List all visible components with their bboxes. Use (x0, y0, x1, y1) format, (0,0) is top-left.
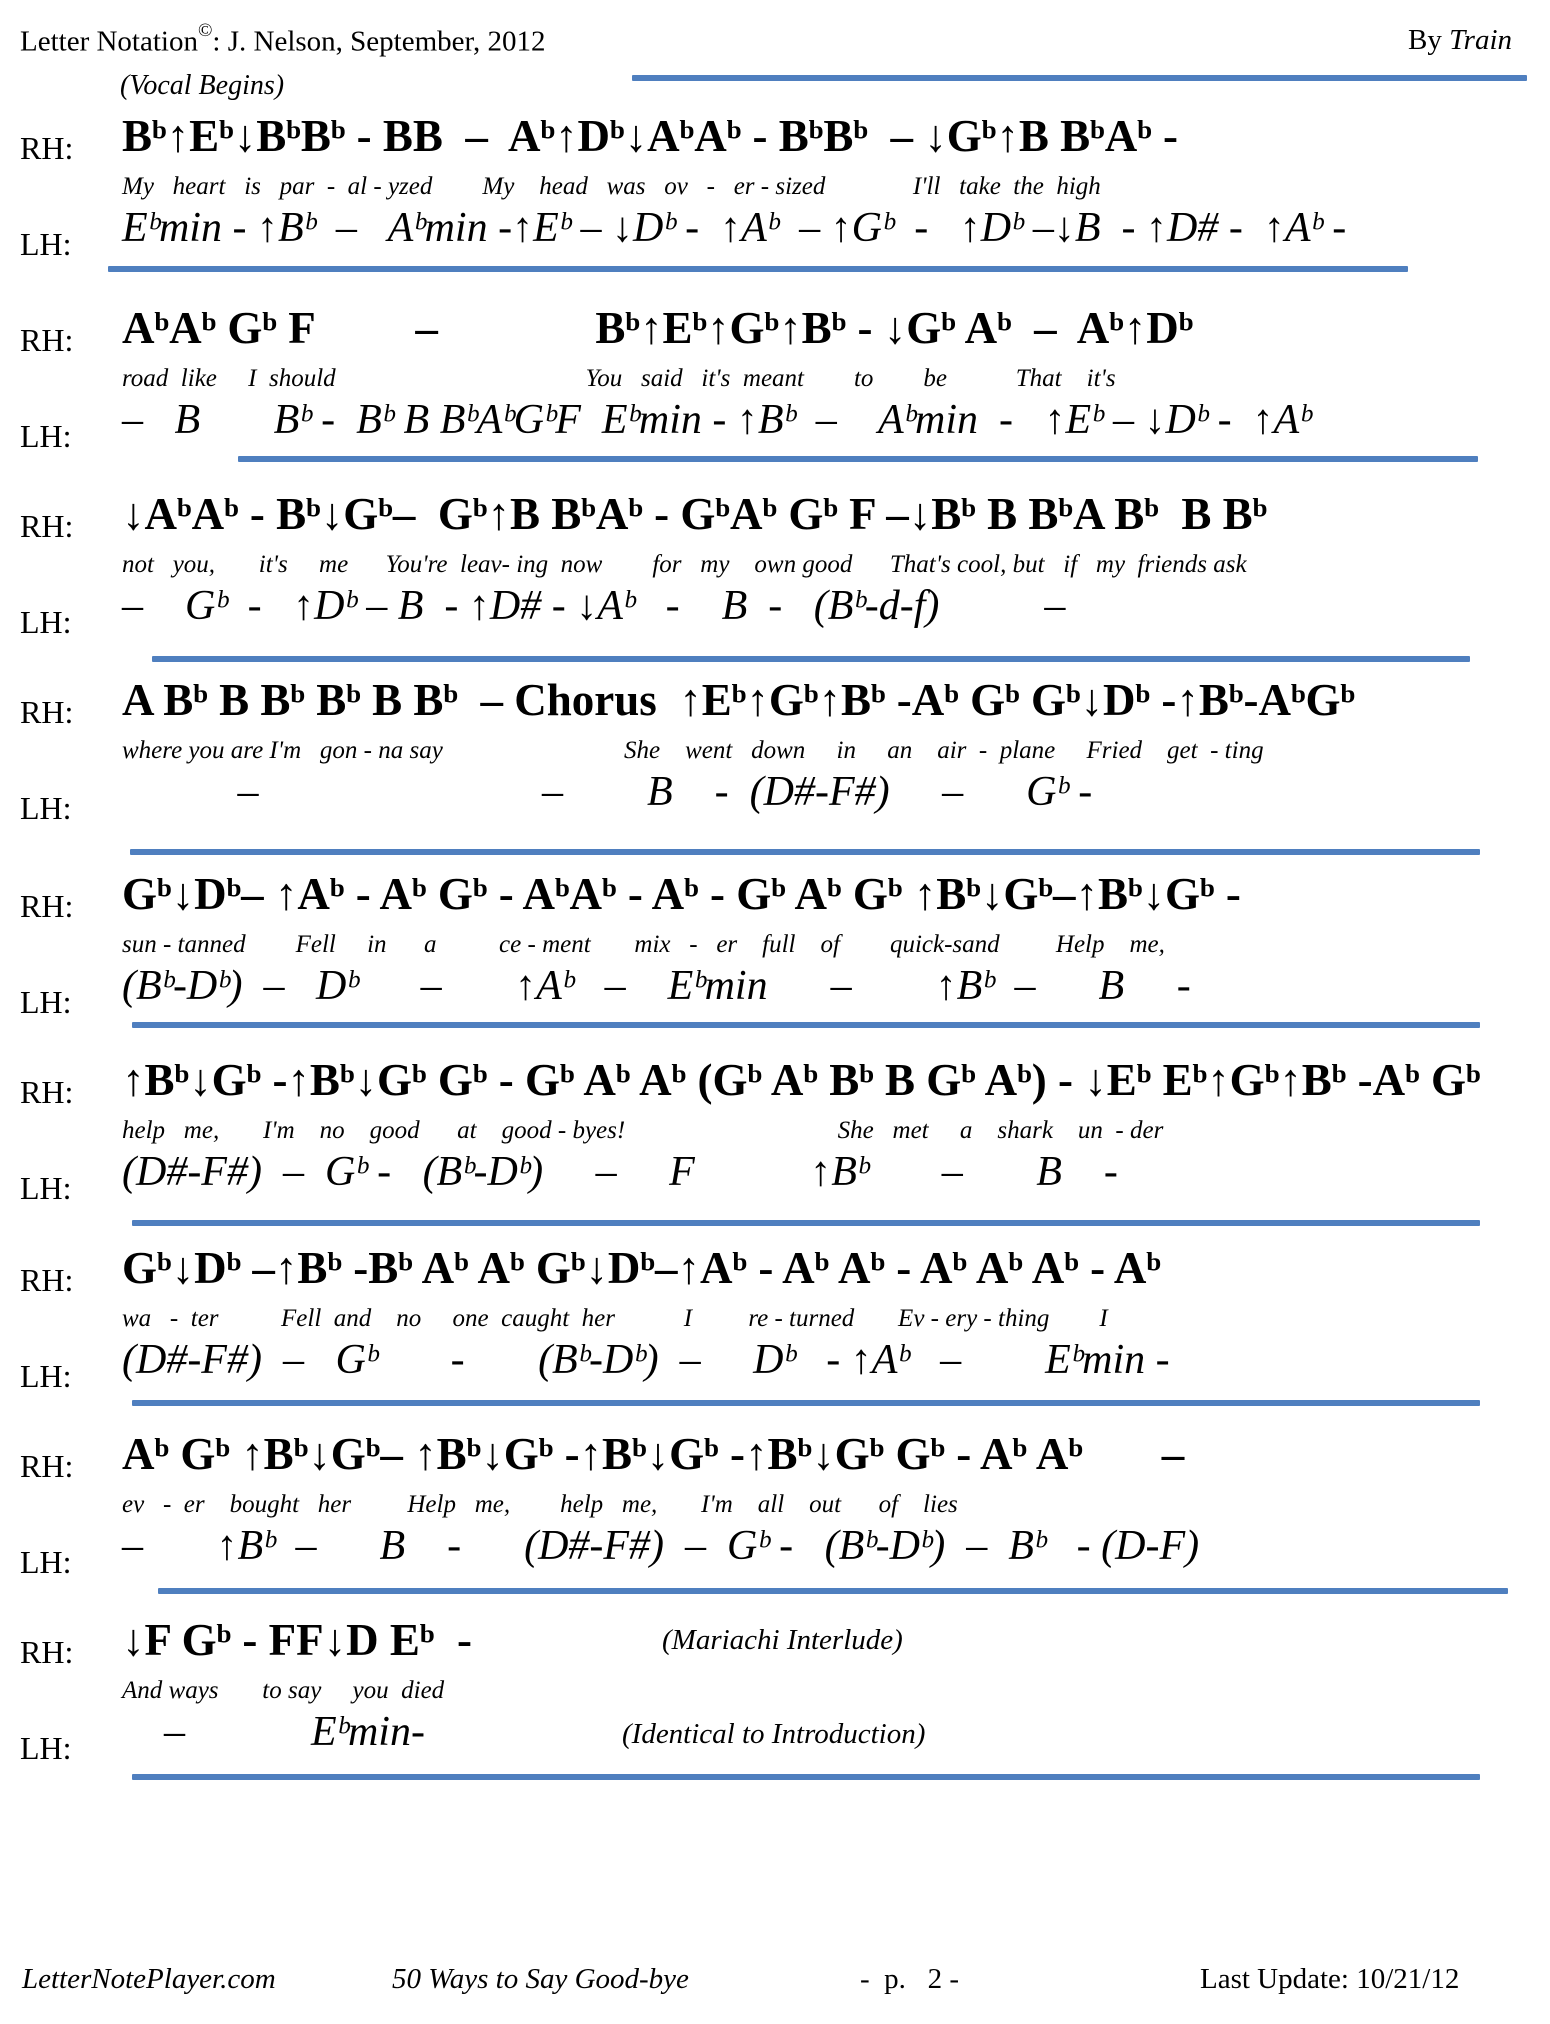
lh-label: LH: (20, 418, 72, 454)
footer-site-link[interactable]: LetterNotePlayer.com (22, 1963, 276, 1995)
lh-notes: – ↑Bᵇ – B - (D#-F#) – Gᵇ - (Bᵇ-Dᵇ) – Bᵇ - (D-F) (122, 1523, 1200, 1569)
system-divider (108, 266, 1408, 272)
system-5 (0, 862, 1550, 1048)
lh-notes-text: – Eᵇmin- (122, 1709, 425, 1755)
lyrics: My heart is par - al - yzed My head was ov - er - sized I'll take the high (122, 173, 1101, 200)
system-divider (152, 656, 1470, 662)
system-1 (0, 104, 1550, 290)
system-divider (238, 456, 1478, 462)
rh-notes: Aᵇ Gᵇ ↑Bᵇ↓Gᵇ– ↑Bᵇ↓Gᵇ -↑Bᵇ↓Gᵇ -↑Bᵇ↓Gᵇ Gᵇ - Aᵇ Aᵇ – (122, 1429, 1185, 1479)
footer-last-update: Last Update: 10/21/12 (1200, 1963, 1460, 1995)
system-divider (132, 1220, 1480, 1226)
rh-notes: A Bᵇ B Bᵇ Bᵇ B Bᵇ – Chorus ↑Eᵇ↑Gᵇ↑Bᵇ -Aᵇ Gᵇ Gᵇ↓Dᵇ -↑Bᵇ-AᵇGᵇ (122, 675, 1356, 725)
rh-notes: ↓AᵇAᵇ - Bᵇ↓Gᵇ– Gᵇ↑B BᵇAᵇ - GᵇAᵇ Gᵇ F –↓Bᵇ B BᵇA Bᵇ B Bᵇ (122, 489, 1268, 539)
rh-notes-text: ↓F Gᵇ - FF↓D Eᵇ - (122, 1615, 472, 1665)
lh-notes: – Gᵇ - ↑Dᵇ – B - ↑D# - ↓Aᵇ - B - (Bᵇ-d-f) – (122, 583, 1066, 629)
rh-label: RH: (20, 1448, 74, 1484)
lh-notes (122, 1708, 1510, 1756)
rh-notes: Gᵇ↓Dᵇ –↑Bᵇ -Bᵇ Aᵇ Aᵇ Gᵇ↓Dᵇ–↑Aᵇ - Aᵇ Aᵇ - Aᵇ Aᵇ Aᵇ - Aᵇ (122, 1243, 1161, 1293)
system-7 (0, 1236, 1550, 1422)
lyrics: road like I should You said it's meant to be That it's (122, 365, 1116, 392)
lh-label: LH: (20, 790, 72, 826)
lh-label: LH: (20, 1170, 72, 1206)
lh-notes: – – B - (D#-F#) – Gᵇ - (122, 769, 1093, 815)
system-9 (0, 1608, 1550, 1794)
system-divider (158, 1588, 1508, 1594)
header-attribution (20, 20, 546, 59)
header-notation-label: Letter Notation (20, 25, 198, 58)
lyrics: And ways to say you died (122, 1677, 445, 1704)
lh-label: LH: (20, 226, 72, 262)
footer-song-title: 50 Ways to Say Good-bye (392, 1963, 689, 1995)
copyright-mark: © (197, 20, 213, 41)
rh-label: RH: (20, 508, 74, 544)
vocal-begins-note: (Vocal Begins) (120, 70, 285, 101)
lh-label: LH: (20, 604, 72, 640)
system-divider (130, 849, 1480, 855)
lh-label: LH: (20, 984, 72, 1020)
rh-label: RH: (20, 888, 74, 924)
rh-notes: ↑Bᵇ↓Gᵇ -↑Bᵇ↓Gᵇ Gᵇ - Gᵇ Aᵇ Aᵇ (Gᵇ Aᵇ Bᵇ B Gᵇ Aᵇ) - ↓Eᵇ Eᵇ↑Gᵇ↑Bᵇ -Aᵇ Gᵇ (122, 1055, 1481, 1105)
identical-to-intro-note: (Identical to Introduction) (622, 1718, 926, 1750)
by-label: By (1408, 24, 1450, 56)
lh-notes: (D#-F#) – Gᵇ - (Bᵇ-Dᵇ) – Dᵇ - ↑Aᵇ – Eᵇmin - (122, 1337, 1170, 1383)
lh-notes: (Bᵇ-Dᵇ) – Dᵇ – ↑Aᵇ – Eᵇmin – ↑Bᵇ – B - (122, 963, 1191, 1009)
system-divider (132, 1400, 1480, 1406)
rh-label: RH: (20, 130, 74, 166)
rh-label: RH: (20, 1634, 74, 1670)
lh-notes: Eᵇmin - ↑Bᵇ – Aᵇmin -↑Eᵇ – ↓Dᵇ - ↑Aᵇ – ↑Gᵇ - ↑Dᵇ –↓B - ↑D# - ↑Aᵇ - (122, 205, 1347, 251)
footer-page-number: - p. 2 - (860, 1963, 960, 1995)
lh-notes: (D#-F#) – Gᵇ - (Bᵇ-Dᵇ) – F ↑Bᵇ – B - (122, 1149, 1118, 1195)
lh-label: LH: (20, 1358, 72, 1394)
lh-notes: – B Bᵇ - Bᵇ B BᵇAᵇGᵇF Eᵇmin - ↑Bᵇ – Aᵇmin - ↑Eᵇ – ↓Dᵇ - ↑Aᵇ (122, 397, 1311, 443)
system-divider (132, 1774, 1480, 1780)
mariachi-interlude-note: (Mariachi Interlude) (662, 1624, 903, 1656)
header-artist (1408, 24, 1512, 57)
system-4 (0, 668, 1550, 854)
rh-label: RH: (20, 694, 74, 730)
system-8 (0, 1422, 1550, 1608)
rh-notes: Gᵇ↓Dᵇ– ↑Aᵇ - Aᵇ Gᵇ - AᵇAᵇ - Aᵇ - Gᵇ Aᵇ Gᵇ ↑Bᵇ↓Gᵇ–↑Bᵇ↓Gᵇ - (122, 869, 1241, 919)
system-3 (0, 482, 1550, 668)
lyrics: not you, it's me You're leav- ing now for my own good That's cool, but if my friends ask (122, 551, 1247, 578)
lh-label: LH: (20, 1544, 72, 1580)
artist-name: Train (1449, 24, 1512, 56)
system-2 (0, 296, 1550, 482)
lyrics: ev - er bought her Help me, help me, I'm all out of lies (122, 1491, 958, 1518)
lyrics: wa - ter Fell and no one caught her I re - turned Ev - ery - thing I (122, 1305, 1108, 1332)
header-author-date: : J. Nelson, September, 2012 (212, 25, 546, 58)
lh-label: LH: (20, 1730, 72, 1766)
rh-notes: AᵇAᵇ Gᵇ F – Bᵇ↑Eᵇ↑Gᵇ↑Bᵇ - ↓Gᵇ Aᵇ – Aᵇ↑Dᵇ (122, 303, 1194, 353)
rh-label: RH: (20, 322, 74, 358)
system-divider (132, 1022, 1480, 1028)
header-rule (632, 75, 1527, 81)
rh-label: RH: (20, 1262, 74, 1298)
rh-label: RH: (20, 1074, 74, 1110)
lyrics: help me, I'm no good at good - byes! She met a shark un - der (122, 1117, 1164, 1144)
rh-notes (122, 1614, 1510, 1666)
lyrics: sun - tanned Fell in a ce - ment mix - er full of quick-sand Help me, (122, 931, 1165, 958)
rh-notes: Bᵇ↑Eᵇ↓BᵇBᵇ - BB – Aᵇ↑Dᵇ↓AᵇAᵇ - BᵇBᵇ – ↓Gᵇ↑B BᵇAᵇ - (122, 111, 1179, 161)
system-6 (0, 1048, 1550, 1234)
lyrics: where you are I'm gon - na say She went down in an air - plane Fried get - ting (122, 737, 1264, 764)
